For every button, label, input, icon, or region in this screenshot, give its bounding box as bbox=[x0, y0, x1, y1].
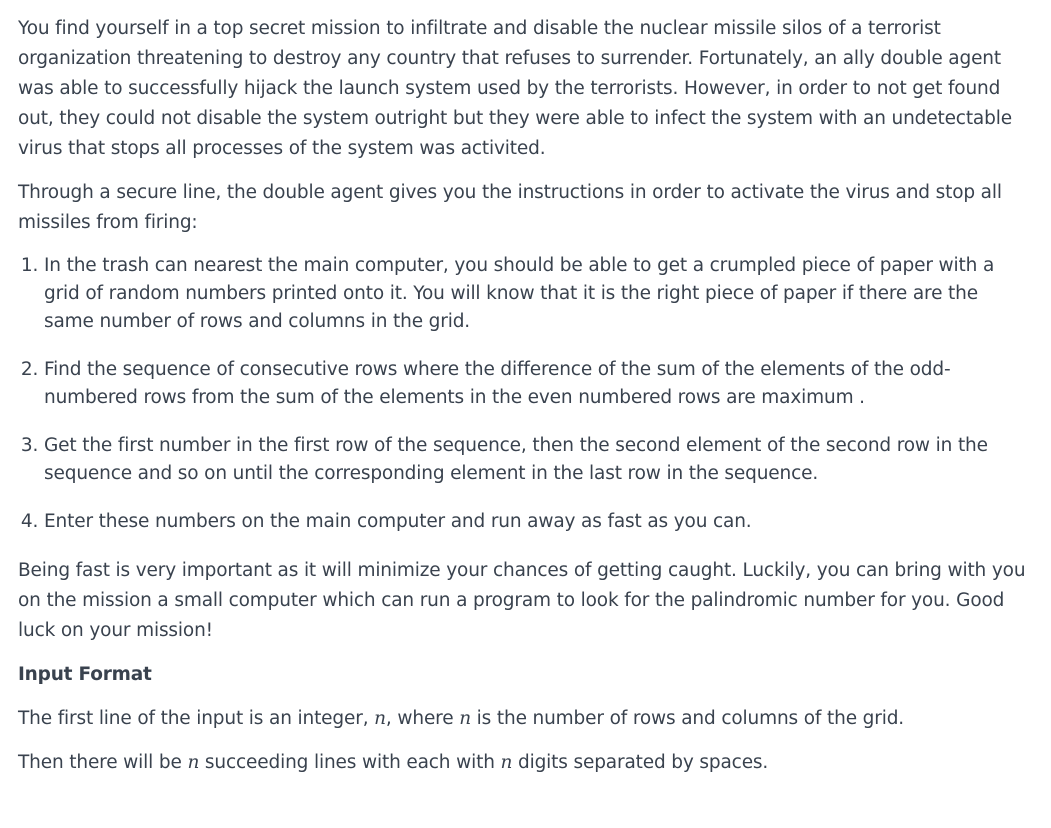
instruction-step: 1. In the trash can nearest the main computer, you should be able to get a crumpled piece of paper with a grid of random numbers printed onto it. You will know that it is the right piece of paper if there are the same number of rows and columns in the grid. bbox=[44, 252, 1033, 336]
text-segment: is the number of rows and columns of the grid. bbox=[470, 708, 905, 729]
variable-n: n bbox=[374, 708, 386, 729]
instruction-step: 4. Enter these numbers on the main computer and run away as fast as you can. bbox=[44, 508, 1033, 536]
text-segment: The first line of the input is an integer, bbox=[18, 708, 375, 729]
secure-line-paragraph: Through a secure line, the double agent gives you the instructions in order to activate the virus and stop all missiles from firing: bbox=[18, 182, 1002, 233]
instruction-step: 2. Find the sequence of consecutive rows where the difference of the sum of the elements of the odd-numbered rows from the sum of the elements in the even numbered rows are maximum . bbox=[44, 356, 1033, 412]
intro-paragraph: You find yourself in a top secret mission to infiltrate and disable the nuclear missile silos of a terrorist organization threatening to destroy any country that refuses to surrender. Fortunately, an ally double agent was able to successfully hijack the launch system used by the terrorists. However, in order to not get found out, they could not disable the system outright but they were able to infect the system with an undetectable virus that stops all processes of the system was activited. bbox=[18, 18, 1012, 159]
instruction-list bbox=[18, 252, 1033, 536]
input-format-line-2 bbox=[18, 748, 1033, 778]
variable-n: n bbox=[187, 752, 200, 773]
variable-n: n bbox=[500, 752, 513, 773]
input-format-line-1 bbox=[18, 704, 1033, 734]
text-segment: succeeding lines with each with bbox=[199, 752, 501, 773]
text-segment: , where bbox=[385, 708, 460, 729]
text-segment: digits separated by spaces. bbox=[512, 752, 769, 773]
text-segment: Then there will be bbox=[18, 752, 188, 773]
input-format-heading: Input Format bbox=[18, 664, 152, 685]
variable-n: n bbox=[459, 708, 471, 729]
instruction-step: 3. Get the first number in the first row of the sequence, then the second element of the second row in the sequence and so on until the corresponding element in the last row in the sequence. bbox=[44, 432, 1033, 488]
closing-paragraph: Being fast is very important as it will minimize your chances of getting caught. Luckily, you can bring with you on the mission a small computer which can run a program to look for the palindromic number for you. Good luck on your mission! bbox=[18, 560, 1026, 641]
